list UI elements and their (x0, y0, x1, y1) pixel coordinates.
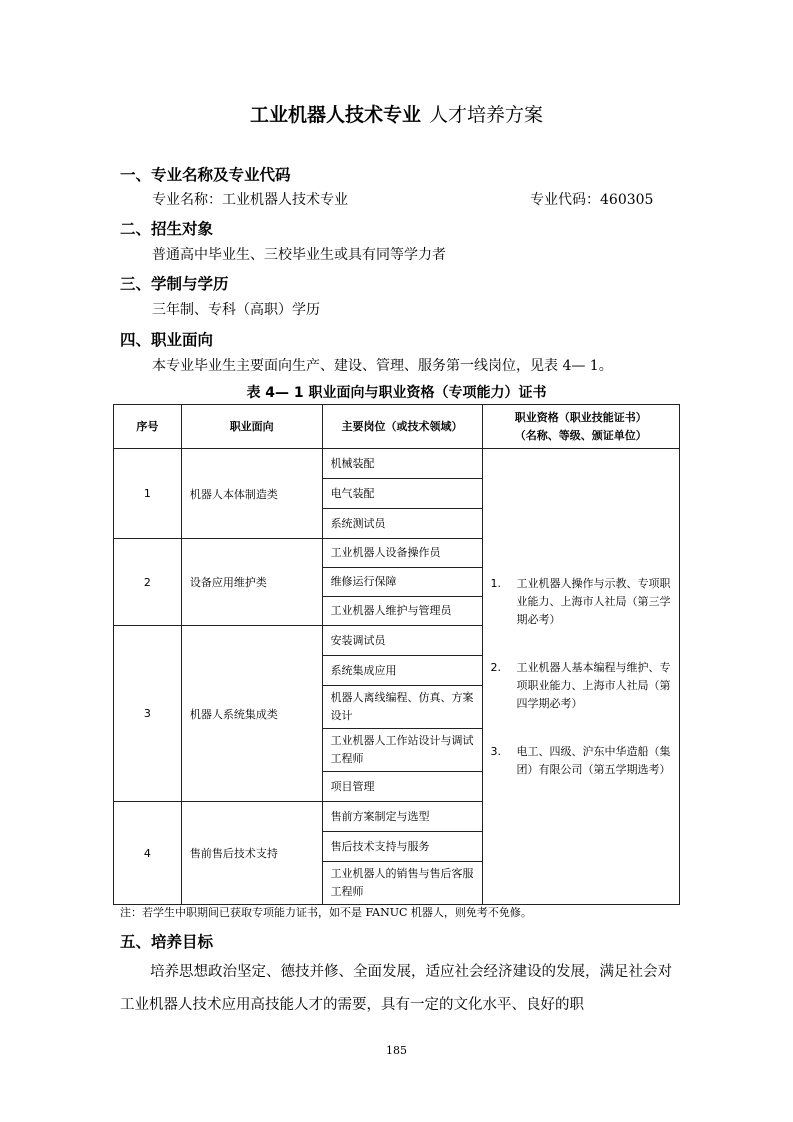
post-cell: 项目管理 (322, 772, 482, 802)
group-seq: 1 (114, 449, 182, 539)
table-note: 注：若学生中职期间已获取专项能力证书，如不是 FANUC 机器人，则免考不免修。 (120, 906, 532, 919)
group-area: 售前售后技术支持 (181, 802, 322, 905)
table-header-row (114, 405, 680, 449)
cert-item (491, 743, 671, 779)
post-cell: 机器人离线编程、仿真、方案设计 (322, 686, 482, 729)
career-table (113, 404, 680, 905)
cert-text: 工业机器人操作与示教、专项职业能力、上海市人社局（第三学期必考） (516, 576, 671, 626)
section1-heading: 一、专业名称及专业代码 (120, 166, 291, 184)
post-cell: 工业机器人工作站设计与调试工程师 (322, 729, 482, 772)
section2-heading: 二、招生对象 (120, 220, 214, 238)
header-area: 职业面向 (181, 405, 322, 449)
post-cell: 工业机器人维护与管理员 (322, 597, 482, 626)
group-seq: 2 (114, 539, 182, 626)
table-caption: 表 4— 1 职业面向与职业资格（专项能力）证书 (246, 385, 547, 401)
cert-text: 工业机器人基本编程与维护、专项职业能力、上海市人社局（第四学期必考） (516, 660, 671, 710)
cert-item (491, 575, 671, 629)
post-cell: 维修运行保障 (322, 568, 482, 597)
cert-cell (482, 449, 679, 905)
group-area: 机器人系统集成类 (181, 626, 322, 802)
section3-heading: 三、学制与学历 (120, 275, 229, 293)
header-cert (482, 405, 679, 449)
post-cell: 电气装配 (322, 479, 482, 509)
post-cell: 售后技术支持与服务 (322, 832, 482, 862)
group-seq: 4 (114, 802, 182, 905)
section4-heading: 四、职业面向 (120, 331, 214, 349)
header-cert-line1: 职业资格（职业技能证书） (514, 410, 647, 424)
section5-text: 培养思想政治坚定、德技并修、全面发展，适应社会经济建设的发展，满足社会对工业机器人技术应用高技能人才的需要，具有一定的文化水平、良好的职 (120, 964, 672, 1013)
major-name: 专业名称：工业机器人技术专业 (152, 192, 348, 208)
section5-heading: 五、培养目标 (120, 933, 214, 951)
group-area: 机器人本体制造类 (181, 449, 322, 539)
post-cell: 工业机器人的销售与售后客服工程师 (322, 862, 482, 905)
cert-item (491, 659, 671, 713)
page-number: 185 (386, 1044, 407, 1057)
group-area: 设备应用维护类 (181, 539, 322, 626)
cert-text: 电工、四级、沪东中华造船（集团）有限公司（第五学期选考） (516, 744, 671, 776)
group-seq: 3 (114, 626, 182, 802)
post-cell: 系统测试员 (322, 509, 482, 539)
header-cert-line2: （名称、等级、颁证单位） (514, 428, 647, 442)
title-main: 工业机器人技术专业 (249, 104, 421, 126)
post-cell: 工业机器人设备操作员 (322, 539, 482, 568)
section2-text: 普通高中毕业生、三校毕业生或具有同等学力者 (152, 247, 446, 263)
table-row (114, 449, 680, 479)
major-code: 专业代码：460305 (530, 192, 654, 208)
header-seq: 序号 (114, 405, 182, 449)
section3-text: 三年制、专科（高职）学历 (152, 302, 320, 318)
post-cell: 系统集成应用 (322, 656, 482, 686)
post-cell: 安装调试员 (322, 626, 482, 656)
cert-num: 3. (490, 744, 502, 758)
section4-text: 本专业毕业生主要面向生产、建设、管理、服务第一线岗位，见表 4— 1。 (152, 358, 613, 374)
post-cell: 售前方案制定与选型 (322, 802, 482, 832)
cert-num: 1. (490, 576, 502, 590)
cert-num: 2. (490, 660, 502, 674)
header-posts: 主要岗位（或技术领域） (322, 405, 482, 449)
title-sub: 人才培养方案 (429, 104, 544, 126)
page-title (0, 100, 793, 127)
post-cell: 机械装配 (322, 449, 482, 479)
